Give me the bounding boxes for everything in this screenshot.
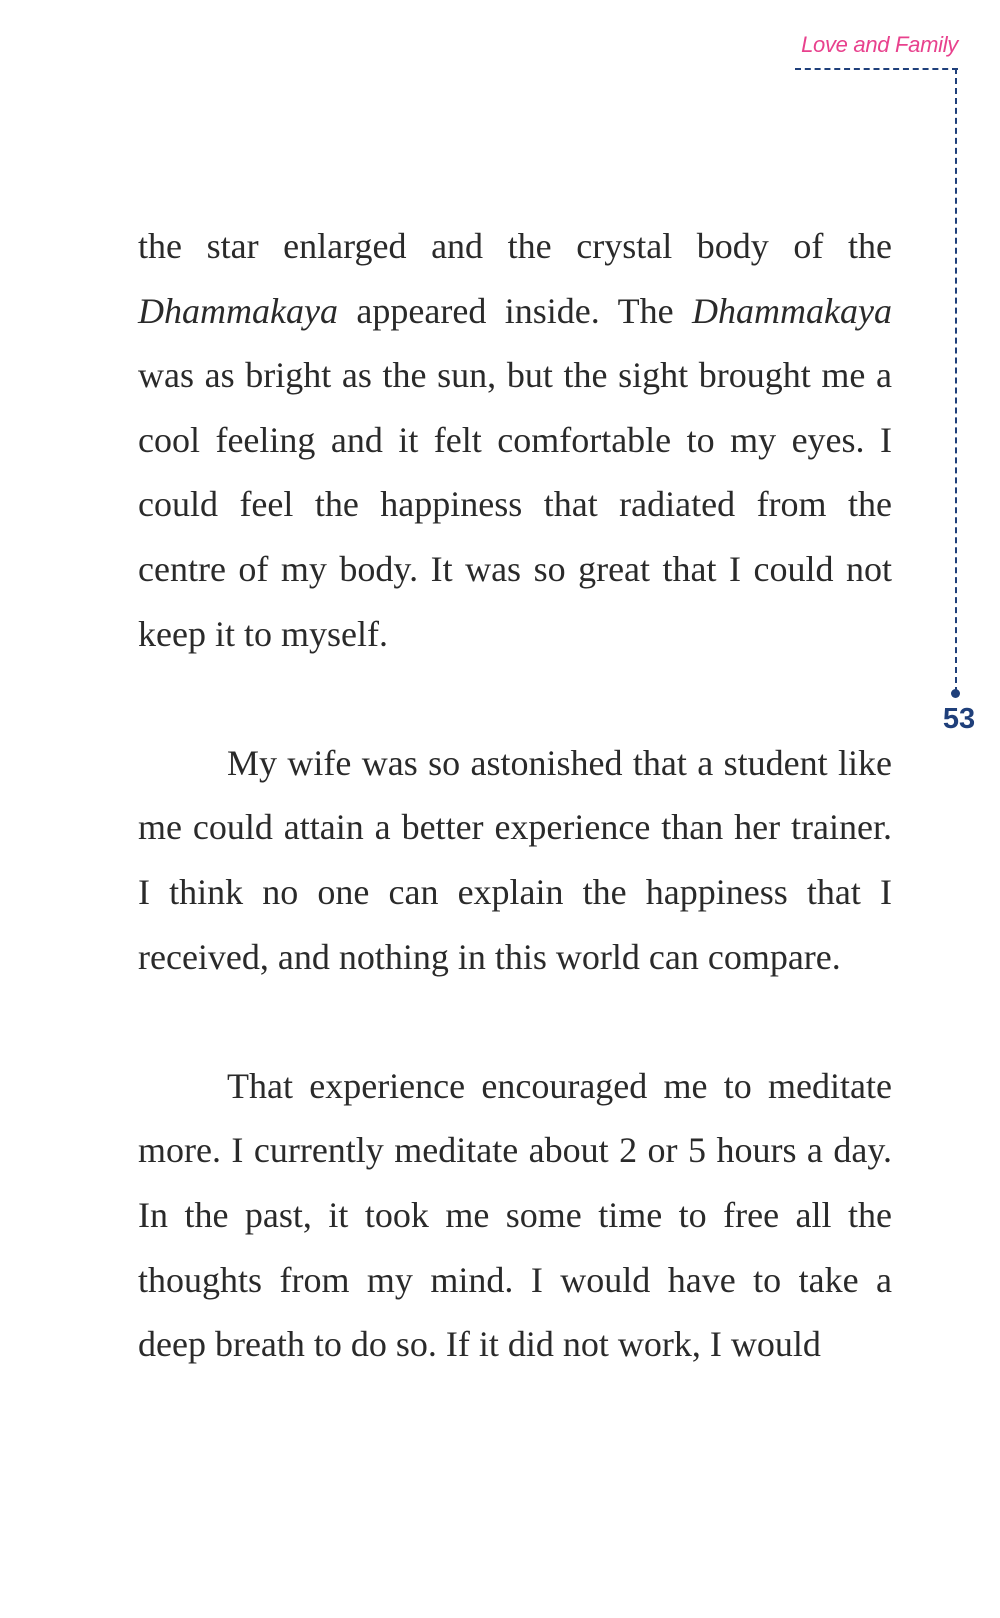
paragraph-1-text-a: the star enlarged and the crystal body of the xyxy=(138,226,892,266)
paragraph-3: That experience encouraged me to meditate more. I currently meditate about 2 or 5 hours a day. In the past, it took me some time to free all the thoughts from my mind. I would have to take a deep breath to do so. If it did not work, I would xyxy=(138,1065,892,1365)
running-header-section-title: Love and Family xyxy=(801,32,958,57)
term-dhammakaya-2: Dhammakaya xyxy=(692,290,892,331)
header-dashed-rule xyxy=(795,68,958,70)
paragraph-1 xyxy=(138,214,892,666)
paragraph-1-text-c: was as bright as the sun, but the sight brought me a cool feeling and it felt comfortable to my eyes. I could feel the happiness that radiated from the centre of my body. It was so great that I could not keep it to myself. xyxy=(138,355,892,654)
paragraph-2: My wife was so astonished that a student like me could attain a better experience than her trainer. I think no one can explain the happiness that I received, and nothing in this world can compare. xyxy=(138,742,892,977)
margin-rule-dot xyxy=(951,689,960,698)
page-number: 53 xyxy=(942,703,976,735)
term-dhammakaya: Dhammakaya xyxy=(138,290,338,331)
paragraph-1-text-b: appeared inside. The xyxy=(337,290,693,331)
margin-dashed-rule xyxy=(955,68,957,693)
body-text xyxy=(138,214,892,1441)
